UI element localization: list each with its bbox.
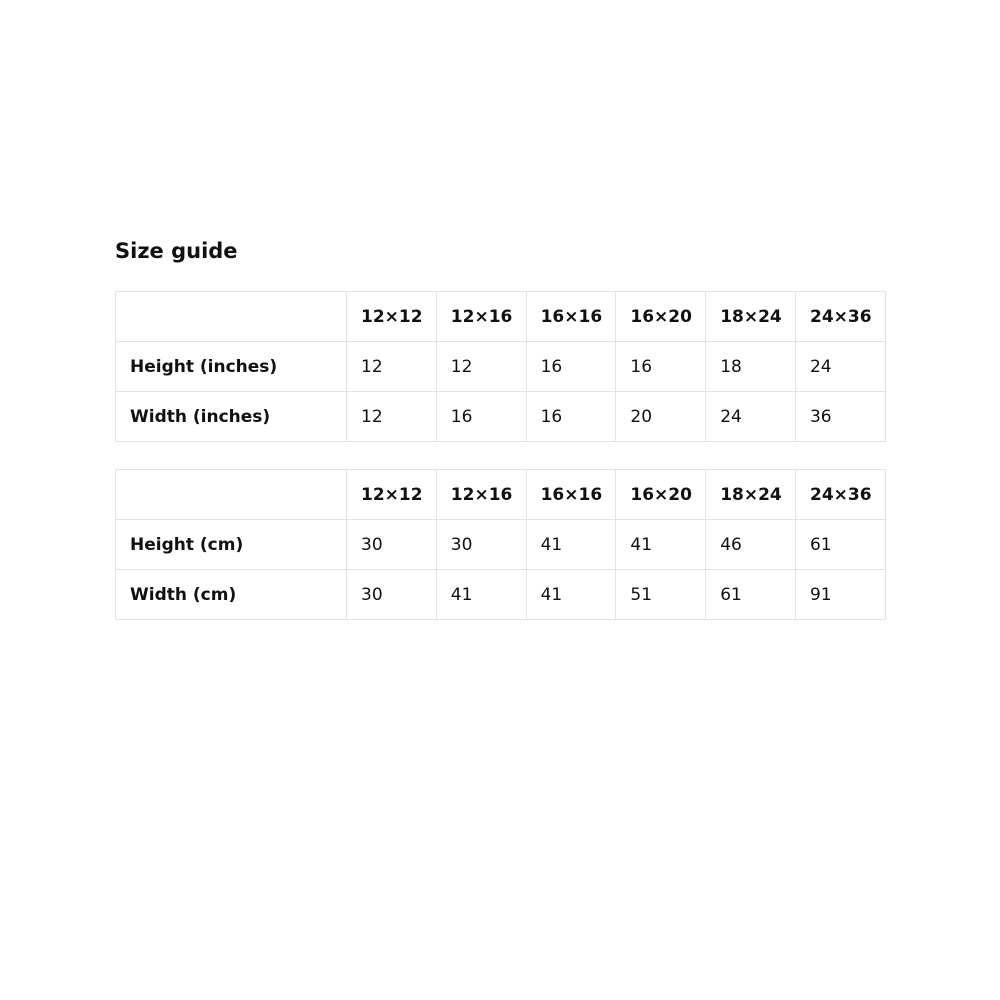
header-cell-size: 16×20 [616,292,706,342]
size-table-cm [115,469,886,620]
row-label: Height (cm) [116,520,347,570]
table-cell: 61 [795,520,885,570]
table-cell: 41 [526,570,616,620]
table-cell: 24 [795,342,885,392]
header-cell-size: 18×24 [706,470,796,520]
table-row [116,342,886,392]
table-cell: 46 [706,520,796,570]
header-cell-size: 12×12 [347,292,437,342]
row-label: Width (inches) [116,392,347,442]
table-cell: 16 [436,392,526,442]
header-cell-size: 12×16 [436,470,526,520]
table-cell: 24 [706,392,796,442]
header-cell-size: 16×20 [616,470,706,520]
table-header-row [116,292,886,342]
table-cell: 12 [347,342,437,392]
table-cell: 30 [436,520,526,570]
table-header-row [116,470,886,520]
table-cell: 20 [616,392,706,442]
header-cell-size: 24×36 [795,470,885,520]
table-row [116,520,886,570]
page-title: Size guide [115,239,238,263]
table-cell: 61 [706,570,796,620]
header-cell-empty [116,292,347,342]
row-label: Width (cm) [116,570,347,620]
row-label: Height (inches) [116,342,347,392]
header-cell-size: 12×16 [436,292,526,342]
size-table-inches [115,291,886,442]
table-cell: 16 [526,392,616,442]
table-cell: 41 [436,570,526,620]
table-cell: 36 [795,392,885,442]
header-cell-size: 16×16 [526,292,616,342]
table-cell: 18 [706,342,796,392]
header-cell-empty [116,470,347,520]
table-cell: 12 [347,392,437,442]
table-cell: 12 [436,342,526,392]
table-row [116,570,886,620]
header-cell-size: 16×16 [526,470,616,520]
table-cell: 30 [347,520,437,570]
table-row [116,392,886,442]
table-cell: 51 [616,570,706,620]
table-cell: 16 [526,342,616,392]
table-cell: 41 [616,520,706,570]
table-cell: 91 [795,570,885,620]
table-cell: 30 [347,570,437,620]
table-cell: 41 [526,520,616,570]
table-cell: 16 [616,342,706,392]
header-cell-size: 18×24 [706,292,796,342]
size-guide [115,237,885,620]
header-cell-size: 12×12 [347,470,437,520]
header-cell-size: 24×36 [795,292,885,342]
